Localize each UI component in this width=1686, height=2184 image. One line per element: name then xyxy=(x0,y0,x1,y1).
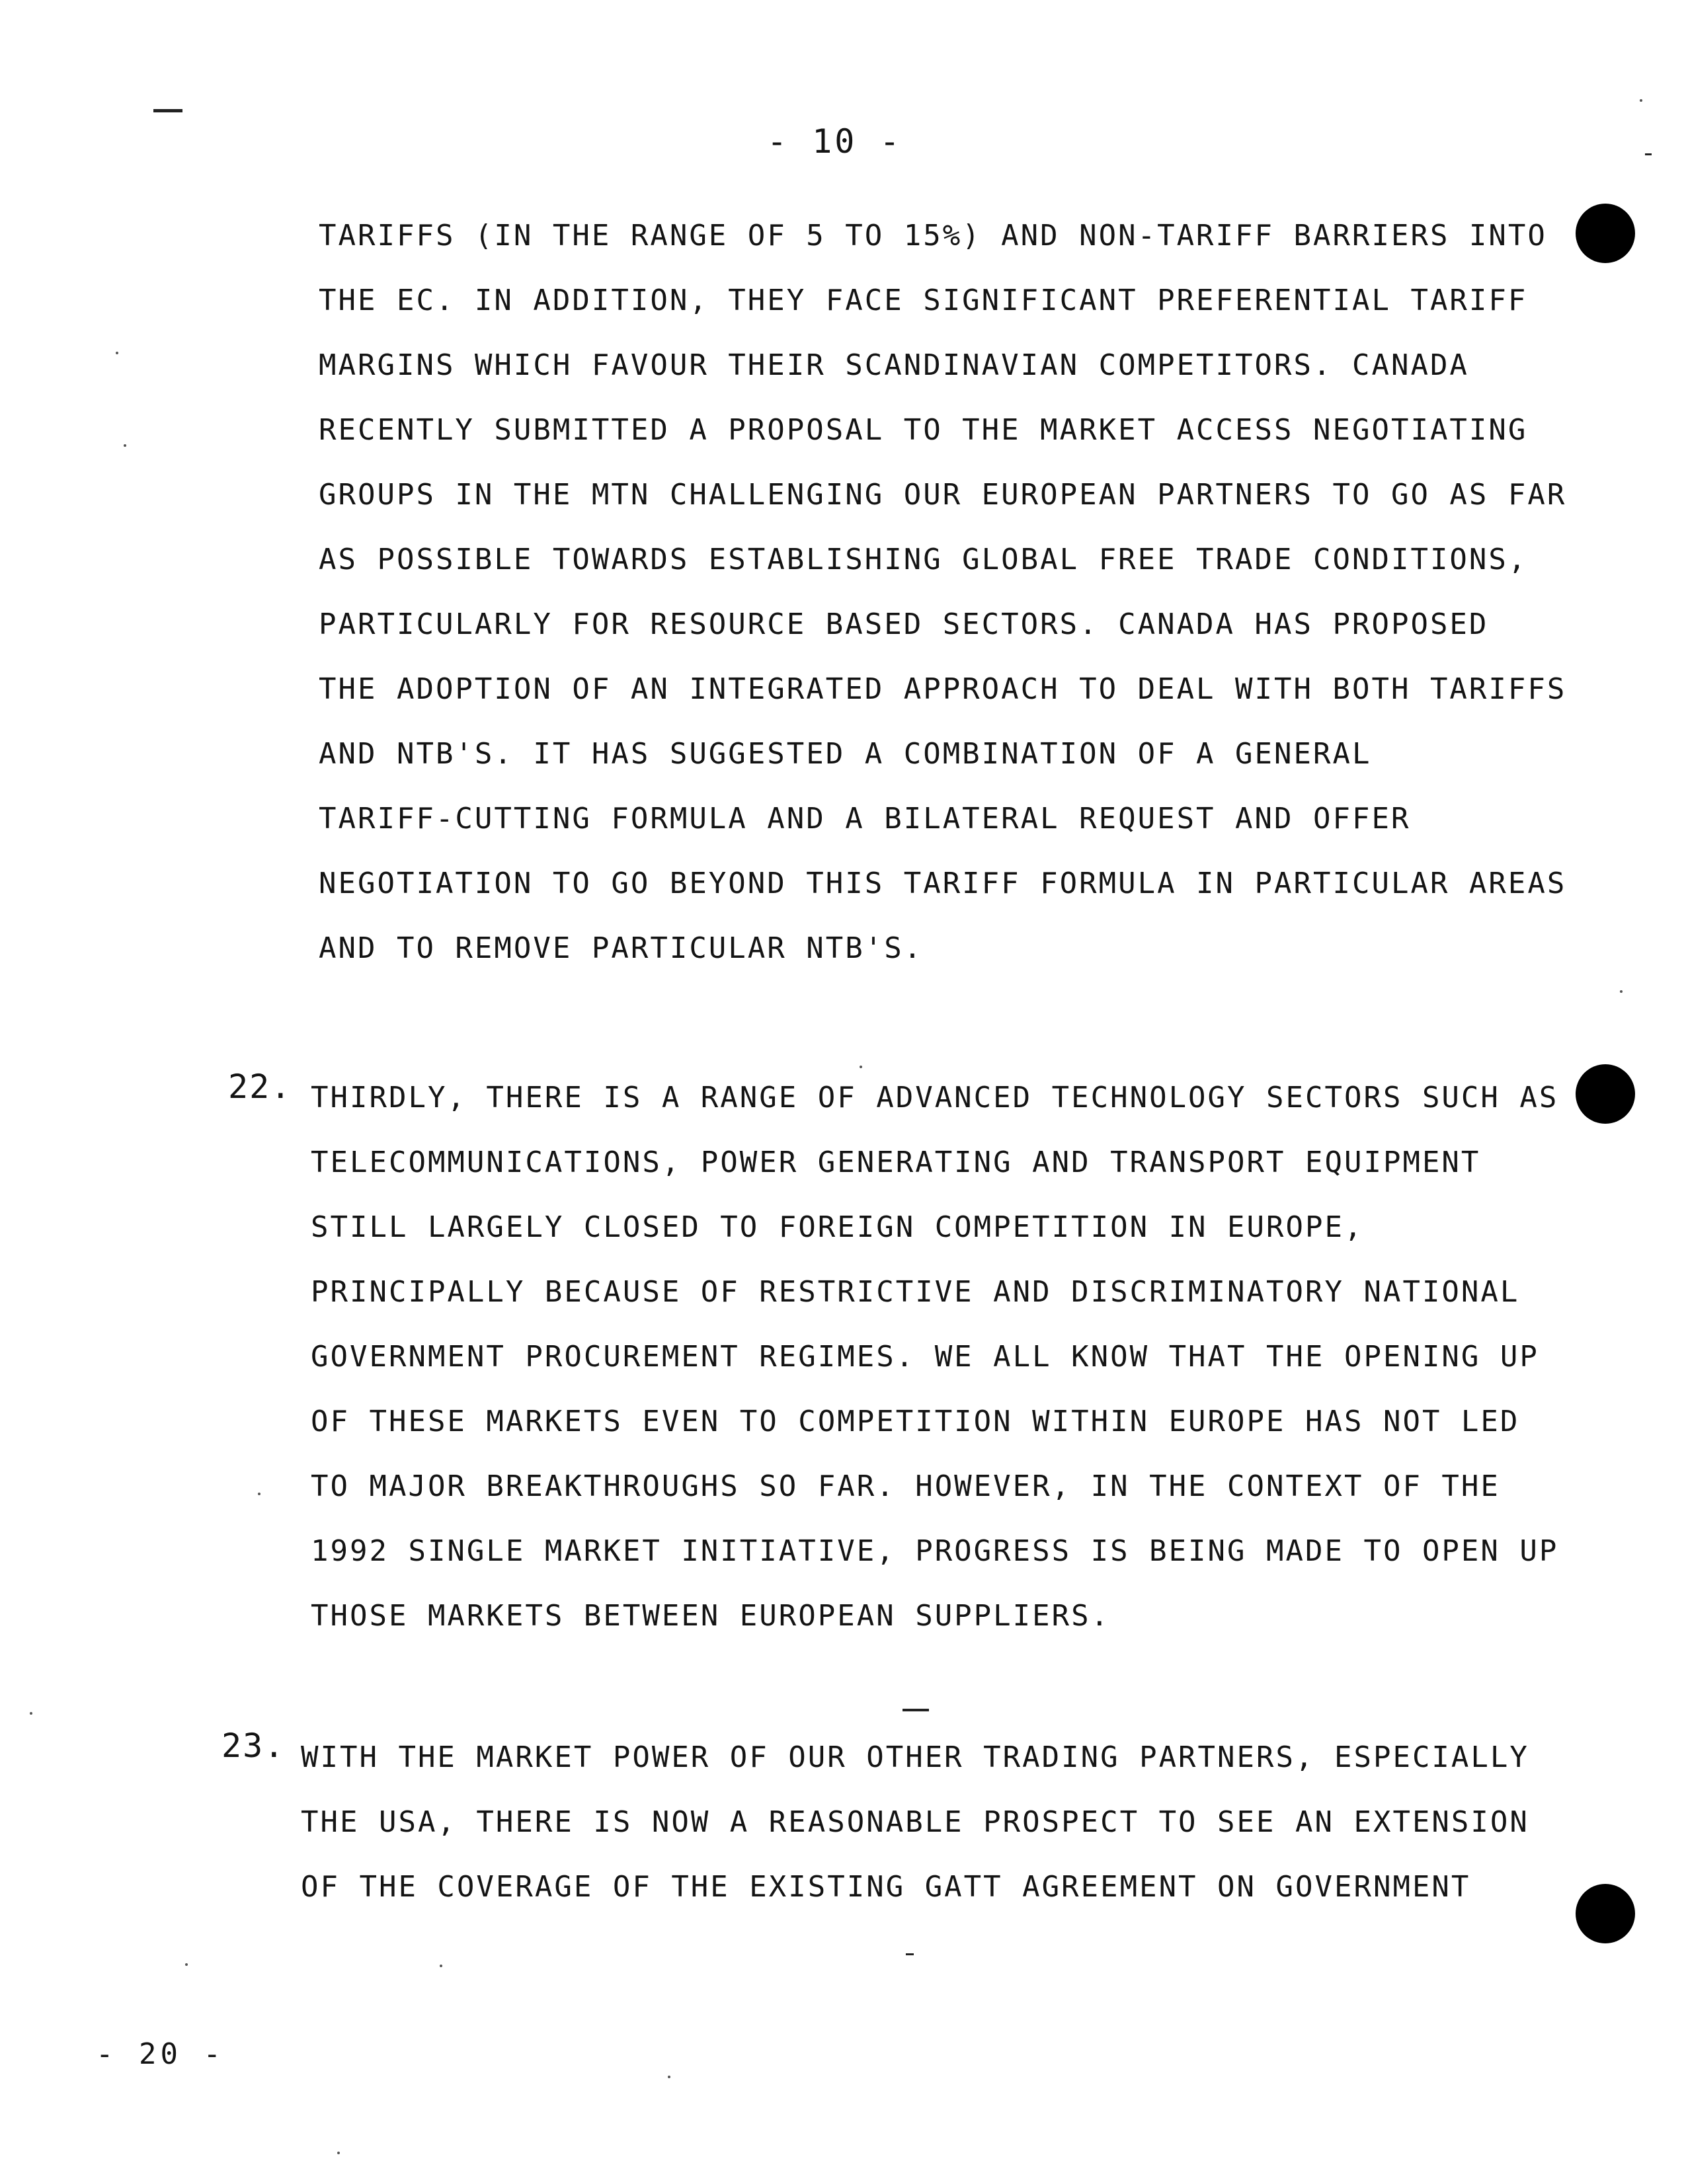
scan-speck xyxy=(258,1493,261,1495)
scan-tick-mark xyxy=(906,1953,914,1955)
text-line: WITH THE MARKET POWER OF OUR OTHER TRADING PARTNERS, ESPECIALLY xyxy=(301,1740,1529,1774)
scan-speck xyxy=(440,1965,442,1967)
punch-hole-bottom xyxy=(1576,1884,1635,1943)
text-line: THIRDLY, THERE IS A RANGE OF ADVANCED TECHNOLOGY SECTORS SUCH AS xyxy=(311,1081,1559,1114)
text-line: THE ADOPTION OF AN INTEGRATED APPROACH TO DEAL WITH BOTH TARIFFS xyxy=(319,672,1567,706)
text-line: TO MAJOR BREAKTHROUGHS SO FAR. HOWEVER, IN THE CONTEXT OF THE xyxy=(311,1469,1500,1503)
scan-speck xyxy=(1620,990,1623,993)
text-line: OF THE COVERAGE OF THE EXISTING GATT AGREEMENT ON GOVERNMENT xyxy=(301,1870,1471,1904)
text-line: AS POSSIBLE TOWARDS ESTABLISHING GLOBAL FREE TRADE CONDITIONS, xyxy=(319,543,1528,576)
scan-speck xyxy=(116,352,118,354)
text-line: MARGINS WHICH FAVOUR THEIR SCANDINAVIAN COMPETITORS. CANADA xyxy=(319,348,1469,382)
paragraph-23 xyxy=(301,1725,1529,1920)
scan-speck xyxy=(860,1066,862,1068)
text-line: NEGOTIATION TO GO BEYOND THIS TARIFF FORMULA IN PARTICULAR AREAS xyxy=(319,867,1567,900)
text-line: GOVERNMENT PROCUREMENT REGIMES. WE ALL KNOW THAT THE OPENING UP xyxy=(311,1340,1539,1374)
punch-hole-middle xyxy=(1576,1064,1635,1124)
text-line: TELECOMMUNICATIONS, POWER GENERATING AND TRANSPORT EQUIPMENT xyxy=(311,1146,1481,1179)
text-line: PRINCIPALLY BECAUSE OF RESTRICTIVE AND DISCRIMINATORY NATIONAL xyxy=(311,1275,1520,1309)
scan-speck xyxy=(1640,99,1642,102)
text-line: THE USA, THERE IS NOW A REASONABLE PROSPECT TO SEE AN EXTENSION xyxy=(301,1805,1529,1839)
text-line: AND NTB'S. IT HAS SUGGESTED A COMBINATION OF A GENERAL xyxy=(319,737,1372,771)
paragraph-number-22: 22. xyxy=(228,1068,292,1106)
paragraph-number-23: 23. xyxy=(221,1727,286,1765)
paragraph-22 xyxy=(311,1066,1558,1649)
text-line: TARIFF-CUTTING FORMULA AND A BILATERAL REQUEST AND OFFER xyxy=(319,802,1411,836)
footer-page-number: - 20 - xyxy=(96,2037,225,2071)
text-line: OF THESE MARKETS EVEN TO COMPETITION WITHIN EUROPE HAS NOT LED xyxy=(311,1405,1520,1438)
overstrike-mark xyxy=(903,1709,929,1711)
text-line: AND TO REMOVE PARTICULAR NTB'S. xyxy=(319,931,924,965)
text-line: THOSE MARKETS BETWEEN EUROPEAN SUPPLIERS. xyxy=(311,1599,1111,1633)
scan-dash-mark xyxy=(153,109,182,112)
text-line: THE EC. IN ADDITION, THEY FACE SIGNIFICANT PREFERENTIAL TARIFF xyxy=(319,284,1528,317)
continuation-paragraph xyxy=(319,204,1566,981)
text-line: PARTICULARLY FOR RESOURCE BASED SECTORS. CANADA HAS PROPOSED xyxy=(319,607,1489,641)
scan-speck xyxy=(668,2076,670,2078)
text-line: 1992 SINGLE MARKET INITIATIVE, PROGRESS IS BEING MADE TO OPEN UP xyxy=(311,1534,1559,1568)
scan-tick-mark xyxy=(1645,153,1652,155)
punch-hole-top xyxy=(1576,204,1635,263)
text-line: TARIFFS (IN THE RANGE OF 5 TO 15%) AND NON-TARIFF BARRIERS INTO xyxy=(319,219,1547,253)
scan-speck xyxy=(124,444,126,447)
text-line: STILL LARGELY CLOSED TO FOREIGN COMPETITION IN EUROPE, xyxy=(311,1210,1364,1244)
text-line: GROUPS IN THE MTN CHALLENGING OUR EUROPEAN PARTNERS TO GO AS FAR xyxy=(319,478,1567,512)
text-line: RECENTLY SUBMITTED A PROPOSAL TO THE MARKET ACCESS NEGOTIATING xyxy=(319,413,1528,447)
scan-speck xyxy=(185,1963,188,1966)
scan-speck xyxy=(337,2152,340,2154)
scan-speck xyxy=(30,1712,32,1715)
page-number-top: - 10 - xyxy=(767,122,903,161)
